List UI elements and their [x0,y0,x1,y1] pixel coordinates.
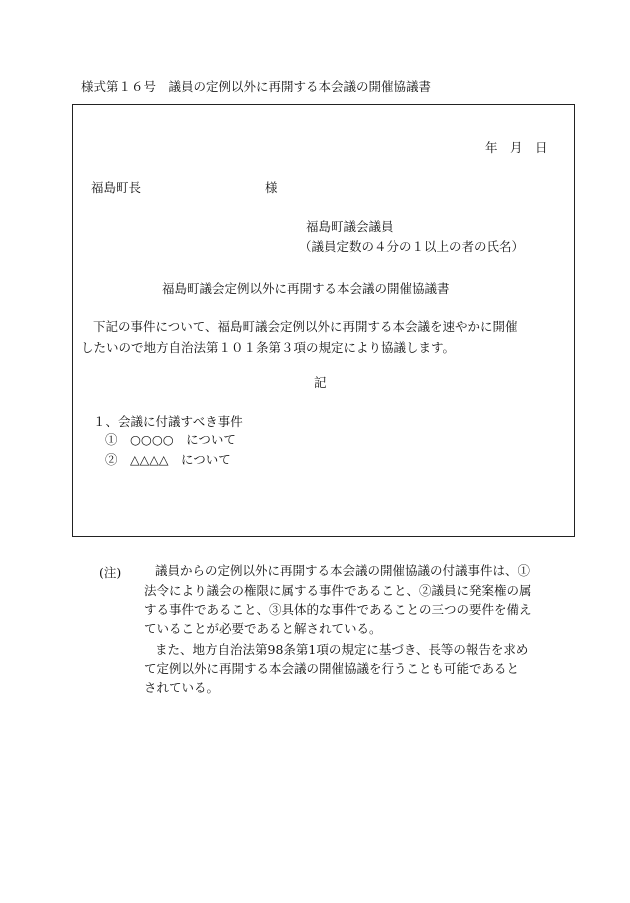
honorific: 様 [265,180,278,195]
sender-note: （議員定数の４分の１以上の者の氏名） [299,239,525,254]
list-item: ② △△△△ について [105,452,231,467]
body-line: 下記の事件について、福島町議会定例以外に再開する本会議を速やかに開催 [93,319,518,334]
document-title: 福島町議会定例以外に再開する本会議の開催協議書 [162,281,450,296]
item-heading: １、会議に付議すべき事件 [93,414,243,429]
addressee: 福島町長 [91,180,142,195]
note-line: て定例以外に再開する本会議の開催協議を行うことも可能であると [144,661,520,676]
list-item: ① ○○○○ について [105,432,236,447]
date-line: 年 月 日 [485,140,548,155]
ki-heading: 記 [314,375,327,390]
note-line: 法令により議会の権限に属する事件であること、②議員に発案権の属 [144,583,532,598]
body-line: したいので地方自治法第１０１条第３項の規定により協議します。 [81,340,456,355]
sender: 福島町議会議員 [306,219,394,234]
note-line: する事件であること、③具体的な事件であることの三つの要件を備え [144,602,532,617]
note-line: ていることが必要であると解されている。 [144,621,382,636]
form-number-title: 様式第１６号 議員の定例以外に再開する本会議の開催協議書 [81,79,432,94]
note-line: また、地方自治法第98条第1項の規定に基づき、長等の報告を求め [155,642,529,657]
note-line: されている。 [144,680,220,695]
note-label: (注) [99,565,122,580]
note-line: 議員からの定例以外に再開する本会議の開催協議の付議事件は、① [155,563,531,578]
